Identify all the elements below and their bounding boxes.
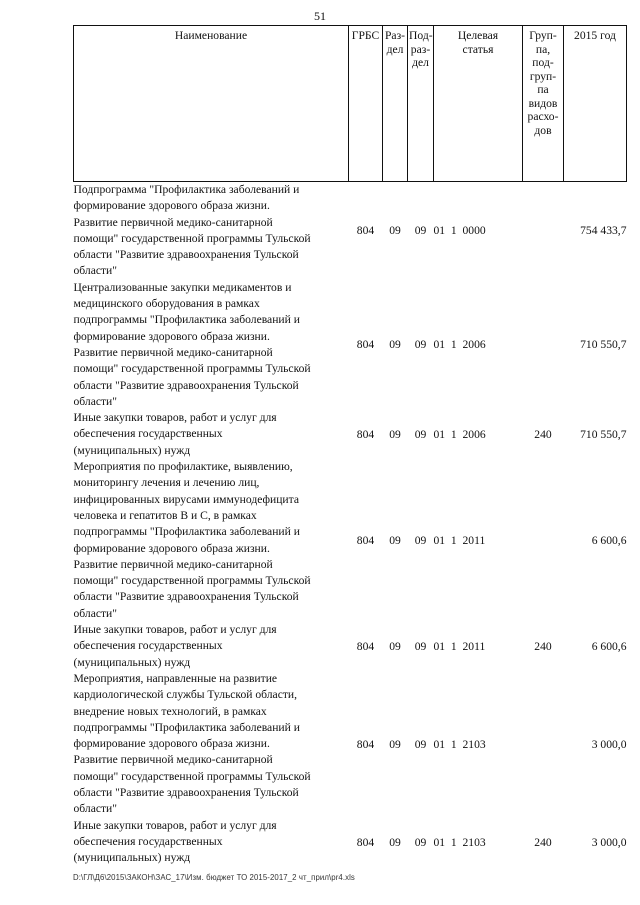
cell-vid-rashodov xyxy=(523,459,564,622)
cell-celevaya-statya: 01 1 2011 xyxy=(433,534,486,548)
cell-podrazdel: 09 xyxy=(414,428,427,442)
description-line: подпрограммы "Профилактика заболеваний и xyxy=(73,525,300,539)
cell-razdel: 09 xyxy=(389,224,401,238)
description-line: инфицированных вирусами иммунодефицита xyxy=(73,492,299,506)
cell-razdel: 09 xyxy=(389,534,401,548)
cell-amount: 754 433,7 xyxy=(580,224,627,238)
cell-celevaya-statya: 01 1 2103 xyxy=(433,835,486,849)
cell-podrazdel: 09 xyxy=(414,224,427,238)
description-line: Развитие первичной медико-санитарной xyxy=(73,215,273,229)
description-line: Иные закупки товаров, работ и услуг для xyxy=(73,623,277,637)
budget-table xyxy=(73,25,627,866)
row-description xyxy=(74,818,349,867)
header-grbs: ГРБС xyxy=(349,26,383,182)
cell-vid-rashodov: 240 xyxy=(534,428,552,442)
description-line: помощи" государственной программы Тульской xyxy=(73,362,311,376)
description-line: Развитие первичной медико-санитарной xyxy=(73,753,273,767)
description-line: медицинского оборудования в рамках xyxy=(73,297,260,311)
description-line: области "Развитие здравоохранения Тульской xyxy=(73,785,299,799)
table-row xyxy=(74,410,627,459)
cell-grbs: 804 xyxy=(356,737,375,751)
row-description xyxy=(74,182,349,280)
cell-amount: 710 550,7 xyxy=(580,428,627,442)
description-line: области" xyxy=(73,264,117,278)
description-line: области" xyxy=(73,606,117,620)
description-line: (муниципальных) нужд xyxy=(73,851,191,865)
description-line: помощи" государственной программы Тульской xyxy=(73,769,311,783)
cell-podrazdel: 09 xyxy=(414,534,427,548)
row-description xyxy=(74,410,349,459)
cell-vid-rashodov xyxy=(523,280,564,410)
description-line: человека и гепатитов В и С, в рамках xyxy=(73,508,257,522)
cell-vid-rashodov xyxy=(523,671,564,818)
header-gruppa-vidov: Груп- па, под- груп- па видов расхо- дов xyxy=(523,26,564,182)
cell-vid-rashodov: 240 xyxy=(534,639,552,653)
page-number: 51 xyxy=(314,9,326,23)
table-row xyxy=(74,671,627,818)
cell-grbs: 804 xyxy=(356,338,375,352)
table-row xyxy=(74,182,627,280)
file-path-footer: D:\ГЛ\Д6\2015\ЗАКОН\ЗАС_17\Изм. бюджет ТО 2015-2017_2 чт_прил\pr4.xls xyxy=(73,873,355,882)
cell-amount: 3 000,0 xyxy=(591,737,627,751)
description-line: Централизованные закупки медикаментов и xyxy=(73,280,292,294)
description-line: подпрограммы "Профилактика заболеваний и xyxy=(73,720,300,734)
table-body xyxy=(74,182,627,867)
cell-celevaya-statya: 01 1 2011 xyxy=(433,639,486,653)
description-line: Развитие первичной медико-санитарной xyxy=(73,557,273,571)
cell-vid-rashodov xyxy=(523,182,564,280)
cell-grbs: 804 xyxy=(356,534,375,548)
cell-amount: 710 550,7 xyxy=(580,338,627,352)
description-line: мониторингу лечения и лечению лиц, xyxy=(73,476,260,490)
description-line: кардиологической службы Тульской области, xyxy=(73,688,298,702)
description-line: формирование здорового образа жизни. xyxy=(73,541,270,555)
description-line: помощи" государственной программы Тульской xyxy=(73,231,311,245)
description-line: области "Развитие здравоохранения Тульской xyxy=(73,378,299,392)
cell-podrazdel: 09 xyxy=(414,737,427,751)
description-line: (муниципальных) нужд xyxy=(73,443,191,457)
cell-amount: 6 600,6 xyxy=(591,534,627,548)
header-podrazdel: Под- раз- дел xyxy=(408,26,434,182)
description-line: области" xyxy=(73,394,117,408)
cell-grbs: 804 xyxy=(356,835,375,849)
description-line: Развитие первичной медико-санитарной xyxy=(73,345,273,359)
cell-amount: 3 000,0 xyxy=(591,835,627,849)
row-description xyxy=(74,280,349,410)
description-line: области "Развитие здравоохранения Тульской xyxy=(73,590,299,604)
description-line: Мероприятия по профилактике, выявлению, xyxy=(73,460,293,474)
cell-razdel: 09 xyxy=(389,737,401,751)
cell-razdel: 09 xyxy=(389,428,401,442)
description-line: области" xyxy=(73,802,117,816)
row-description xyxy=(74,459,349,622)
description-line: обеспечения государственных xyxy=(73,427,223,441)
table-row xyxy=(74,818,627,867)
cell-celevaya-statya: 01 1 2006 xyxy=(433,428,486,442)
cell-grbs: 804 xyxy=(356,428,375,442)
table-row xyxy=(74,459,627,622)
description-line: формирование здорового образа жизни. xyxy=(73,199,270,213)
description-line: обеспечения государственных xyxy=(73,639,223,653)
header-row xyxy=(74,26,627,182)
description-line: обеспечения государственных xyxy=(73,834,223,848)
header-name: Наименование xyxy=(74,26,349,182)
cell-grbs: 804 xyxy=(356,224,375,238)
description-line: подпрограммы "Профилактика заболеваний и xyxy=(73,313,300,327)
description-line: внедрение новых технологий, в рамках xyxy=(73,704,267,718)
cell-razdel: 09 xyxy=(389,338,401,352)
cell-podrazdel: 09 xyxy=(414,639,427,653)
table-row xyxy=(74,622,627,671)
cell-celevaya-statya: 01 1 2006 xyxy=(433,338,486,352)
table-row xyxy=(74,280,627,410)
description-line: Иные закупки товаров, работ и услуг для xyxy=(73,411,277,425)
description-line: (муниципальных) нужд xyxy=(73,655,191,669)
description-line: Подпрограмма "Профилактика заболеваний и xyxy=(73,183,300,196)
cell-amount: 6 600,6 xyxy=(591,639,627,653)
cell-grbs: 804 xyxy=(356,639,375,653)
description-line: Мероприятия, направленные на развитие xyxy=(73,671,278,685)
header-year: 2015 год xyxy=(564,26,627,182)
cell-podrazdel: 09 xyxy=(414,835,427,849)
row-description xyxy=(74,622,349,671)
description-line: области "Развитие здравоохранения Тульской xyxy=(73,248,299,262)
description-line: Иные закупки товаров, работ и услуг для xyxy=(73,818,277,832)
cell-celevaya-statya: 01 1 2103 xyxy=(433,737,486,751)
row-description xyxy=(74,671,349,818)
description-line: формирование здорового образа жизни. xyxy=(73,329,270,343)
cell-vid-rashodov: 240 xyxy=(534,835,552,849)
description-line: помощи" государственной программы Тульской xyxy=(73,574,311,588)
cell-razdel: 09 xyxy=(389,835,401,849)
cell-podrazdel: 09 xyxy=(414,338,427,352)
header-razdel: Раз- дел xyxy=(383,26,408,182)
description-line: формирование здорового образа жизни. xyxy=(73,737,270,751)
cell-razdel: 09 xyxy=(389,639,401,653)
header-celevaya-statya: Целевая статья xyxy=(434,26,523,182)
cell-celevaya-statya: 01 1 0000 xyxy=(433,224,486,238)
